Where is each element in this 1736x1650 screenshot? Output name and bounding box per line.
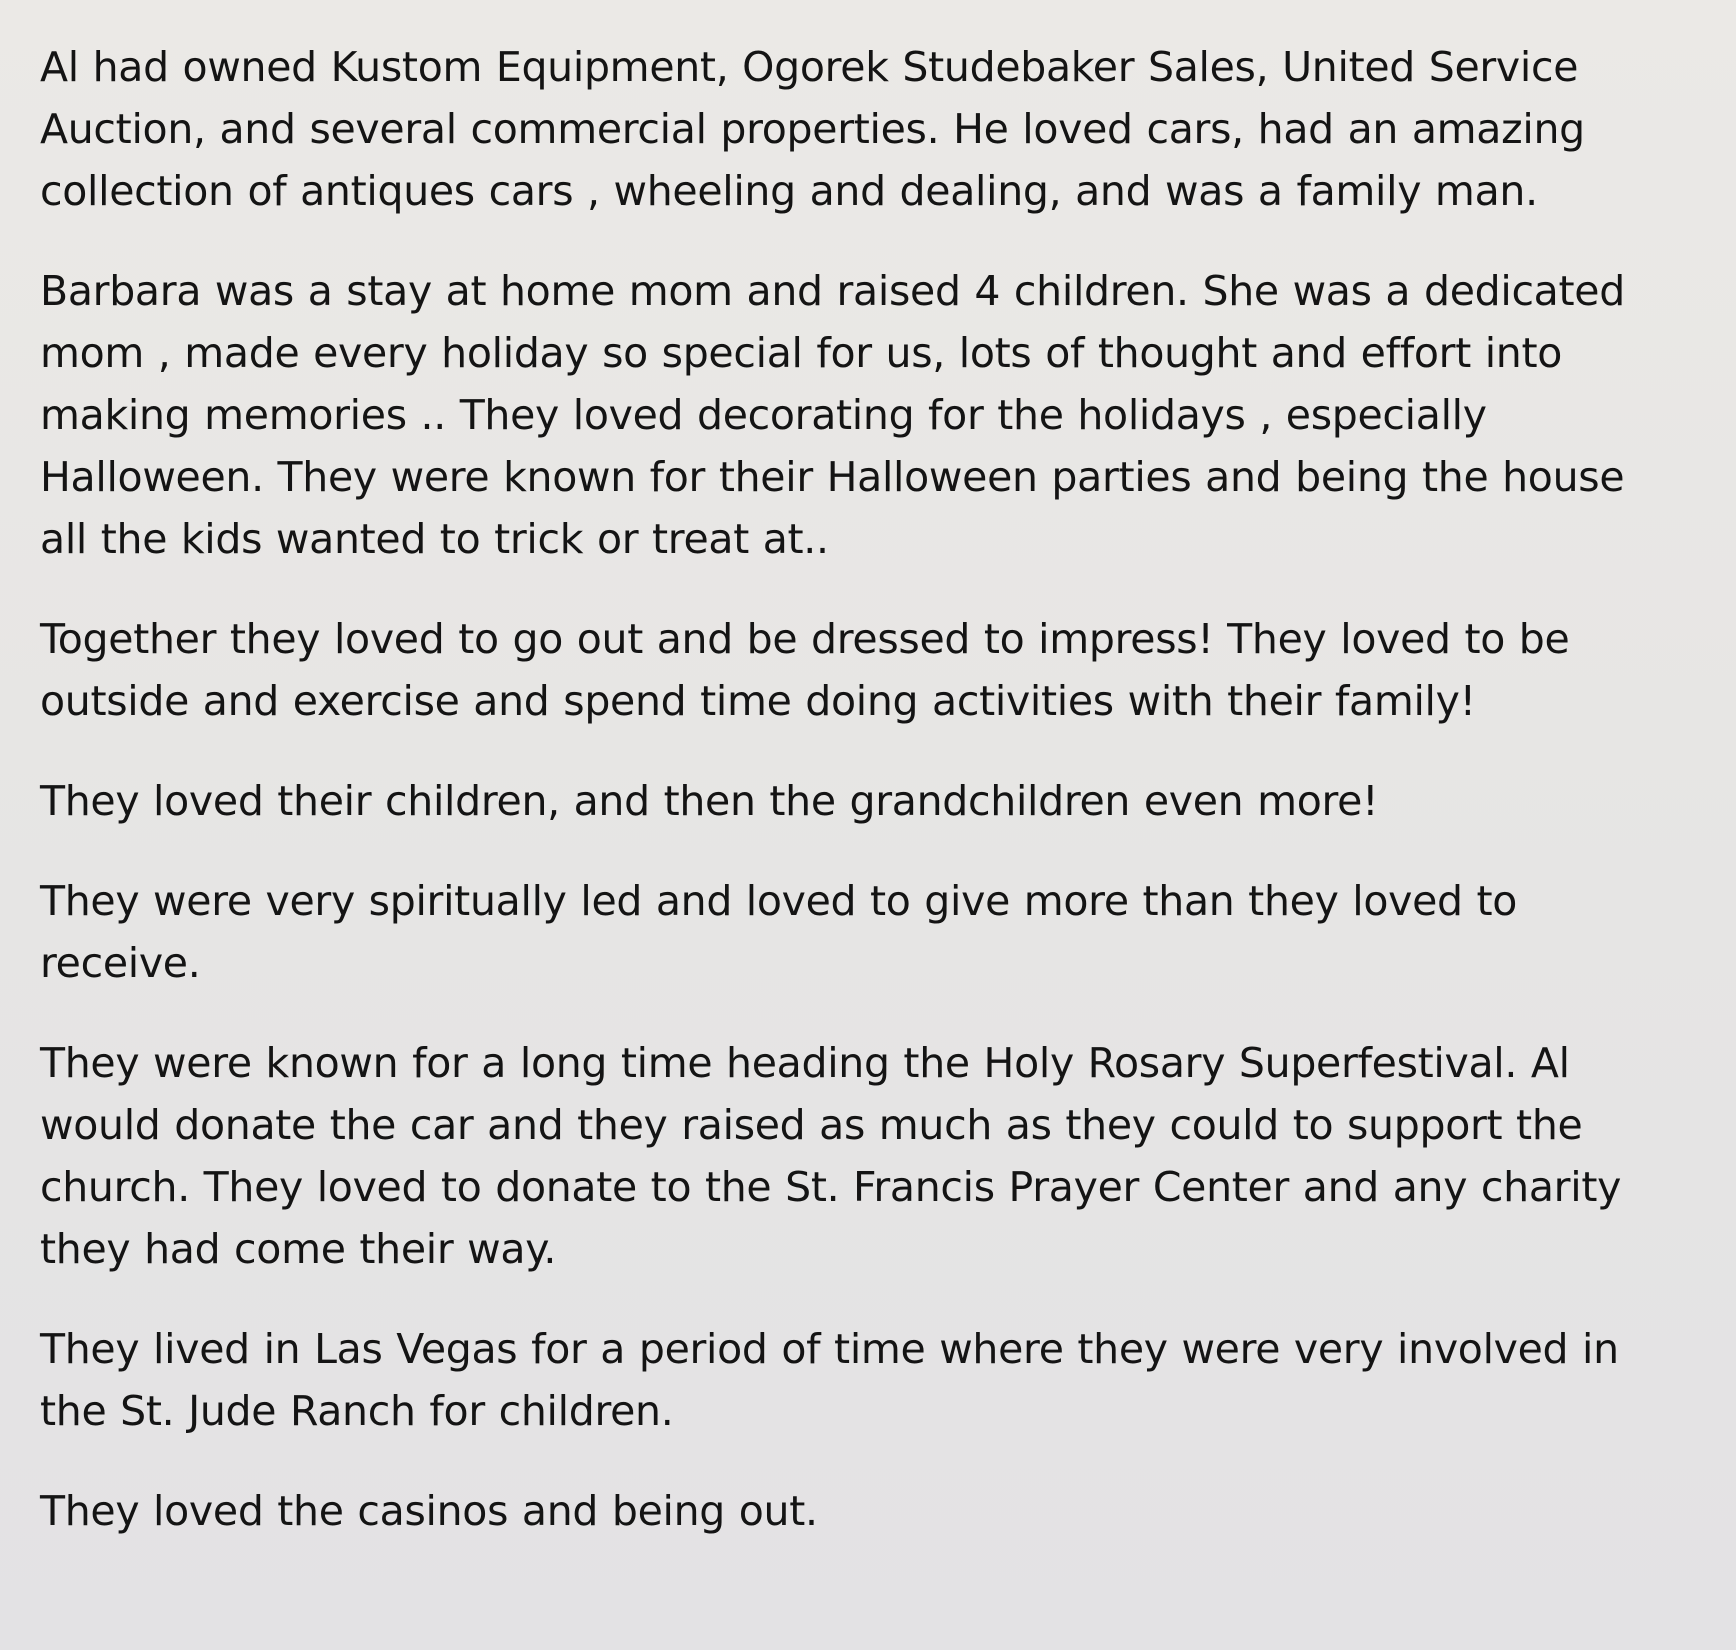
paragraph-together: Together they loved to go out and be dressed to impress! They loved to be outside and exercise and spend time doing activities with their family! (40, 615, 1570, 725)
paragraph-barbara: Barbara was a stay at home mom and raised 4 children. She was a dedicated mom , made every holiday so special for us, lots of thought and effort into making memories .. They loved decorating for the holidays , especially Halloween. They were known for their Halloween parties and being the house all the kids wanted to trick or treat at.. (40, 267, 1625, 563)
paragraph-business: Al had owned Kustom Equipment, Ogorek Studebaker Sales, United Service Auction, and several commercial properties. He loved cars, had an amazing collection of antiques cars , wheeling and dealing, and was a family man. (40, 43, 1585, 215)
paragraph-spiritual: They were very spiritually led and loved to give more than they loved to receive. (40, 877, 1518, 987)
paragraph-casinos: They loved the casinos and being out. (40, 1487, 818, 1535)
paragraph-las-vegas: They lived in Las Vegas for a period of time where they were very involved in the St. Jude Ranch for children. (40, 1325, 1619, 1435)
paragraph-children: They loved their children, and then the grandchildren even more! (40, 777, 1379, 825)
paragraph-church: They were known for a long time heading the Holy Rosary Superfestival. Al would donate the car and they raised as much as they could to support the church. They loved to donate to the St. Francis Prayer Center and any charity they had come their way. (40, 1039, 1622, 1273)
